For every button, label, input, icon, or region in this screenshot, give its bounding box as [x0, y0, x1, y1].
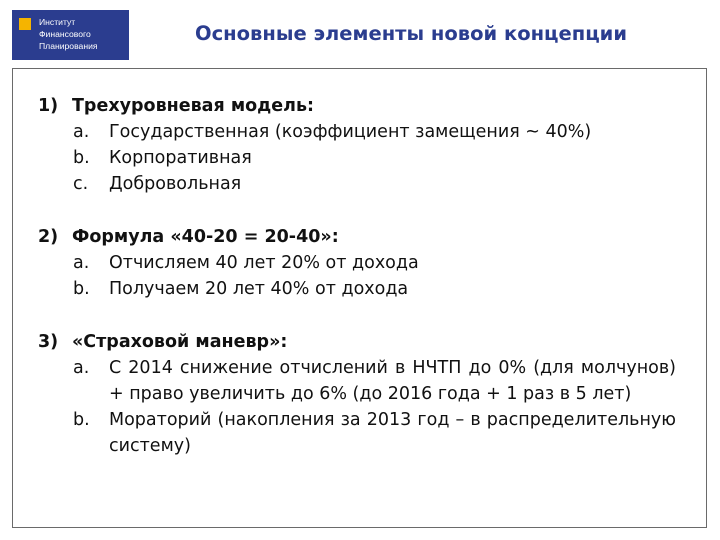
list-item: [73, 355, 676, 407]
item-letter: c.: [73, 174, 89, 194]
slide-title: Основные элементы новой концепции: [195, 22, 627, 45]
list-item: [73, 171, 676, 197]
item-letter: b.: [73, 279, 90, 299]
list-item: [73, 119, 676, 145]
list-item: [73, 407, 676, 459]
list-item: [73, 250, 676, 276]
section-formula: [38, 224, 676, 302]
logo-square-icon: [19, 18, 31, 30]
logo-text: [39, 16, 98, 52]
list-item: [73, 145, 676, 171]
section-heading: [38, 93, 676, 119]
section-heading: [38, 224, 676, 250]
item-text: Государственная (коэффициент замещения ~ 40%): [109, 122, 592, 142]
item-letter: a.: [73, 253, 90, 273]
section-number: 2): [38, 227, 59, 247]
item-text: Получаем 20 лет 40% от дохода: [109, 279, 409, 299]
logo-line: Планирования: [39, 41, 98, 51]
logo-line: Институт: [39, 17, 76, 27]
item-text: Мораторий (накопления за 2013 год – в распределительную систему): [109, 410, 676, 456]
section-heading-text: «Страховой маневр»:: [72, 332, 288, 352]
item-text: Добровольная: [109, 174, 242, 194]
section-number: 3): [38, 332, 59, 352]
item-text: Корпоративная: [109, 148, 252, 168]
section-heading: [38, 329, 676, 355]
item-letter: a.: [73, 122, 90, 142]
logo-line: Финансового: [39, 29, 91, 39]
institute-logo: [12, 10, 129, 60]
item-text: Отчисляем 40 лет 20% от дохода: [109, 253, 419, 273]
item-letter: a.: [73, 358, 90, 378]
section-three-tier-model: [38, 93, 676, 197]
slide-content: [38, 93, 676, 486]
section-heading-text: Формула «40-20 = 20-40»:: [72, 227, 339, 247]
section-number: 1): [38, 96, 59, 116]
item-text: С 2014 снижение отчислений в НЧТП до 0% (для молчунов) + право увеличить до 6% (до 2016 года + 1 раз в 5 лет): [109, 358, 676, 404]
list-item: [73, 276, 676, 302]
item-letter: b.: [73, 148, 90, 168]
section-heading-text: Трехуровневая модель:: [72, 96, 315, 116]
item-letter: b.: [73, 410, 90, 430]
section-insurance-maneuver: [38, 329, 676, 459]
